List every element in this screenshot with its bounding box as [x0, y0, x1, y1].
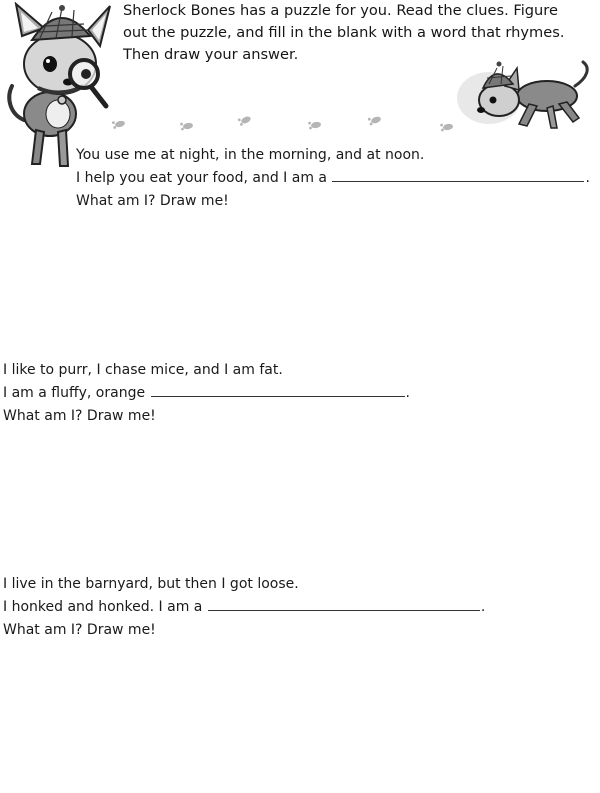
- riddle-2-clue-2: [3, 382, 410, 405]
- riddle-2-clue-1: I like to purr, I chase mice, and I am fat.: [3, 362, 283, 378]
- instructions: [123, 0, 593, 66]
- instructions-line-3: Then draw your answer.: [123, 46, 299, 63]
- riddle-2-clue-2-text: I am a fluffy, orange: [3, 385, 146, 401]
- riddle-2-prompt: What am I? Draw me!: [3, 408, 156, 424]
- riddle-1-period: .: [585, 170, 590, 186]
- riddle-2-period: .: [405, 385, 410, 401]
- riddle-3-period: .: [480, 599, 486, 615]
- riddle-3-clue-2: [3, 596, 485, 619]
- riddle-1: [76, 144, 590, 213]
- riddle-3-clue-1: I live in the barnyard, but then I got loose.: [3, 576, 299, 592]
- riddle-1-clue-1: You use me at night, in the morning, and at noon.: [76, 147, 425, 163]
- riddle-3: [3, 573, 485, 642]
- riddle-1-answer-blank[interactable]: [332, 168, 584, 182]
- riddle-3-prompt: What am I? Draw me!: [3, 622, 156, 638]
- riddle-2-answer-blank[interactable]: [151, 383, 405, 397]
- sniffing-dog-icon: [455, 58, 595, 132]
- riddle-3-answer-blank[interactable]: [208, 597, 480, 611]
- riddle-3-clue-2-text: I honked and honked. I am a: [3, 599, 203, 615]
- instructions-line-1: Sherlock Bones has a puzzle for you. Read the clues. Figure: [123, 2, 558, 19]
- instructions-line-2: out the puzzle, and fill in the blank with a word that rhymes.: [123, 24, 565, 41]
- riddle-1-clue-2: [76, 167, 590, 190]
- riddle-2: [3, 359, 410, 428]
- riddle-1-prompt: What am I? Draw me!: [76, 193, 229, 209]
- paw-print-trail-icon: [110, 112, 460, 134]
- riddle-1-clue-2-text: I help you eat your food, and I am a: [76, 170, 327, 186]
